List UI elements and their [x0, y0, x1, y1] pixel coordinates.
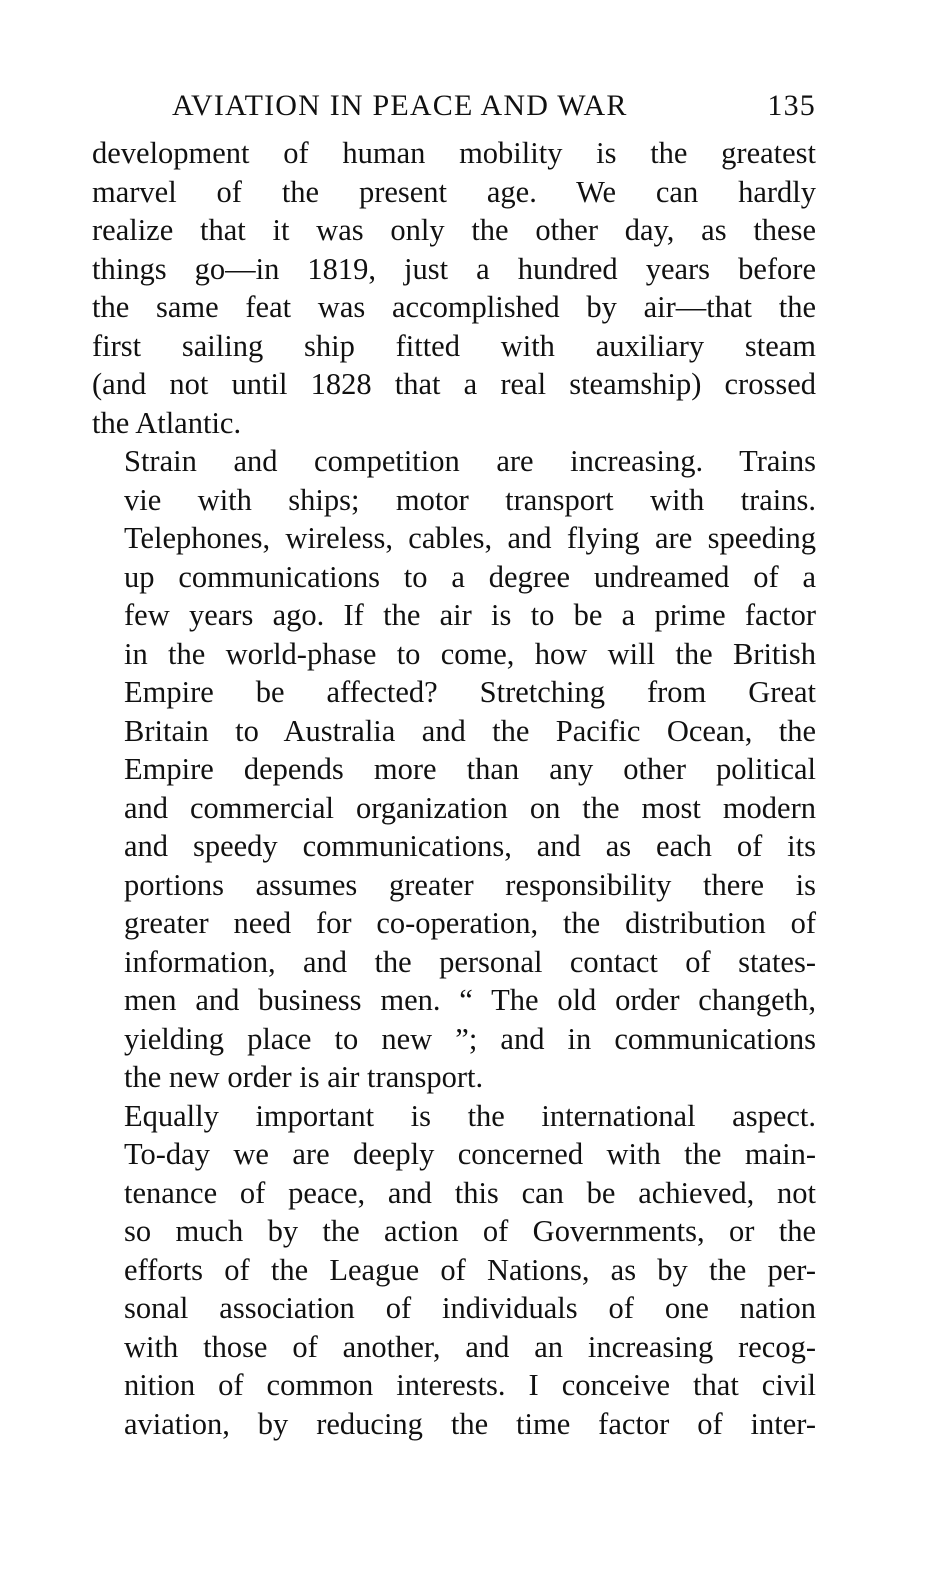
text-line: Strain and competition are increasing. Trains [124, 444, 816, 478]
text-line: To-day we are deeply concerned with the main- [124, 1137, 816, 1171]
book-page [92, 78, 816, 1443]
text-line: greater need for co-operation, the distribution of [124, 906, 816, 940]
text-line: (and not until 1828 that a real steamship) crossed [92, 367, 816, 401]
text-line: things go—in 1819, just a hundred years before [92, 251, 816, 286]
paragraph-3 [92, 1097, 816, 1444]
text-line: sonal association of individuals of one nation [124, 1291, 816, 1325]
text-line: Empire depends more than any other political [124, 752, 816, 786]
body-text [92, 134, 816, 1443]
paragraph-2 [92, 442, 816, 1097]
text-line: the Atlantic. [92, 405, 242, 440]
text-line: Equally important is the international aspect. [124, 1098, 816, 1133]
text-line: Empire be affected? Stretching from Great [124, 675, 816, 709]
text-line: yielding place to new ”; and in communications [124, 1021, 816, 1056]
text-line: information, and the personal contact of states- [124, 944, 816, 979]
text-line: up communications to a degree undreamed of a [124, 559, 816, 594]
text-line: Britain to Australia and the Pacific Ocean, the [124, 713, 816, 748]
text-line: Telephones, wireless, cables, and flying are speeding [124, 521, 816, 555]
text-line: first sailing ship fitted with auxiliary steam [92, 328, 816, 363]
text-line: aviation, by reducing the time factor of inter- [124, 1406, 816, 1441]
text-line: in the world-phase to come, how will the British [124, 636, 816, 671]
running-head-title: AVIATION IN PEACE AND WAR [172, 89, 628, 122]
text-line: tenance of peace, and this can be achieved, not [124, 1175, 816, 1210]
page-number: 135 [767, 89, 816, 122]
text-line: realize that it was only the other day, as these [92, 213, 816, 247]
paragraph-1 [92, 134, 816, 442]
text-line: vie with ships; motor transport with trains. [124, 482, 816, 517]
text-line: efforts of the League of Nations, as by the per- [124, 1252, 816, 1287]
text-line: men and business men. “ The old order changeth, [124, 983, 816, 1017]
text-line: and speedy communications, and as each of its [124, 829, 816, 863]
text-line: with those of another, and an increasing recog- [124, 1329, 816, 1364]
text-line: development of human mobility is the greatest [92, 136, 816, 170]
running-head [92, 78, 816, 134]
text-line: so much by the action of Governments, or the [124, 1214, 816, 1248]
text-line: and commercial organization on the most modern [124, 790, 816, 825]
text-line: the new order is air transport. [124, 1060, 484, 1094]
text-line: few years ago. If the air is to be a prime factor [124, 598, 816, 632]
text-line: nition of common interests. I conceive that civil [124, 1368, 816, 1402]
text-line: portions assumes greater responsibility there is [124, 867, 816, 902]
text-line: marvel of the present age. We can hardly [92, 174, 816, 209]
text-line: the same feat was accomplished by air—that the [92, 290, 816, 324]
